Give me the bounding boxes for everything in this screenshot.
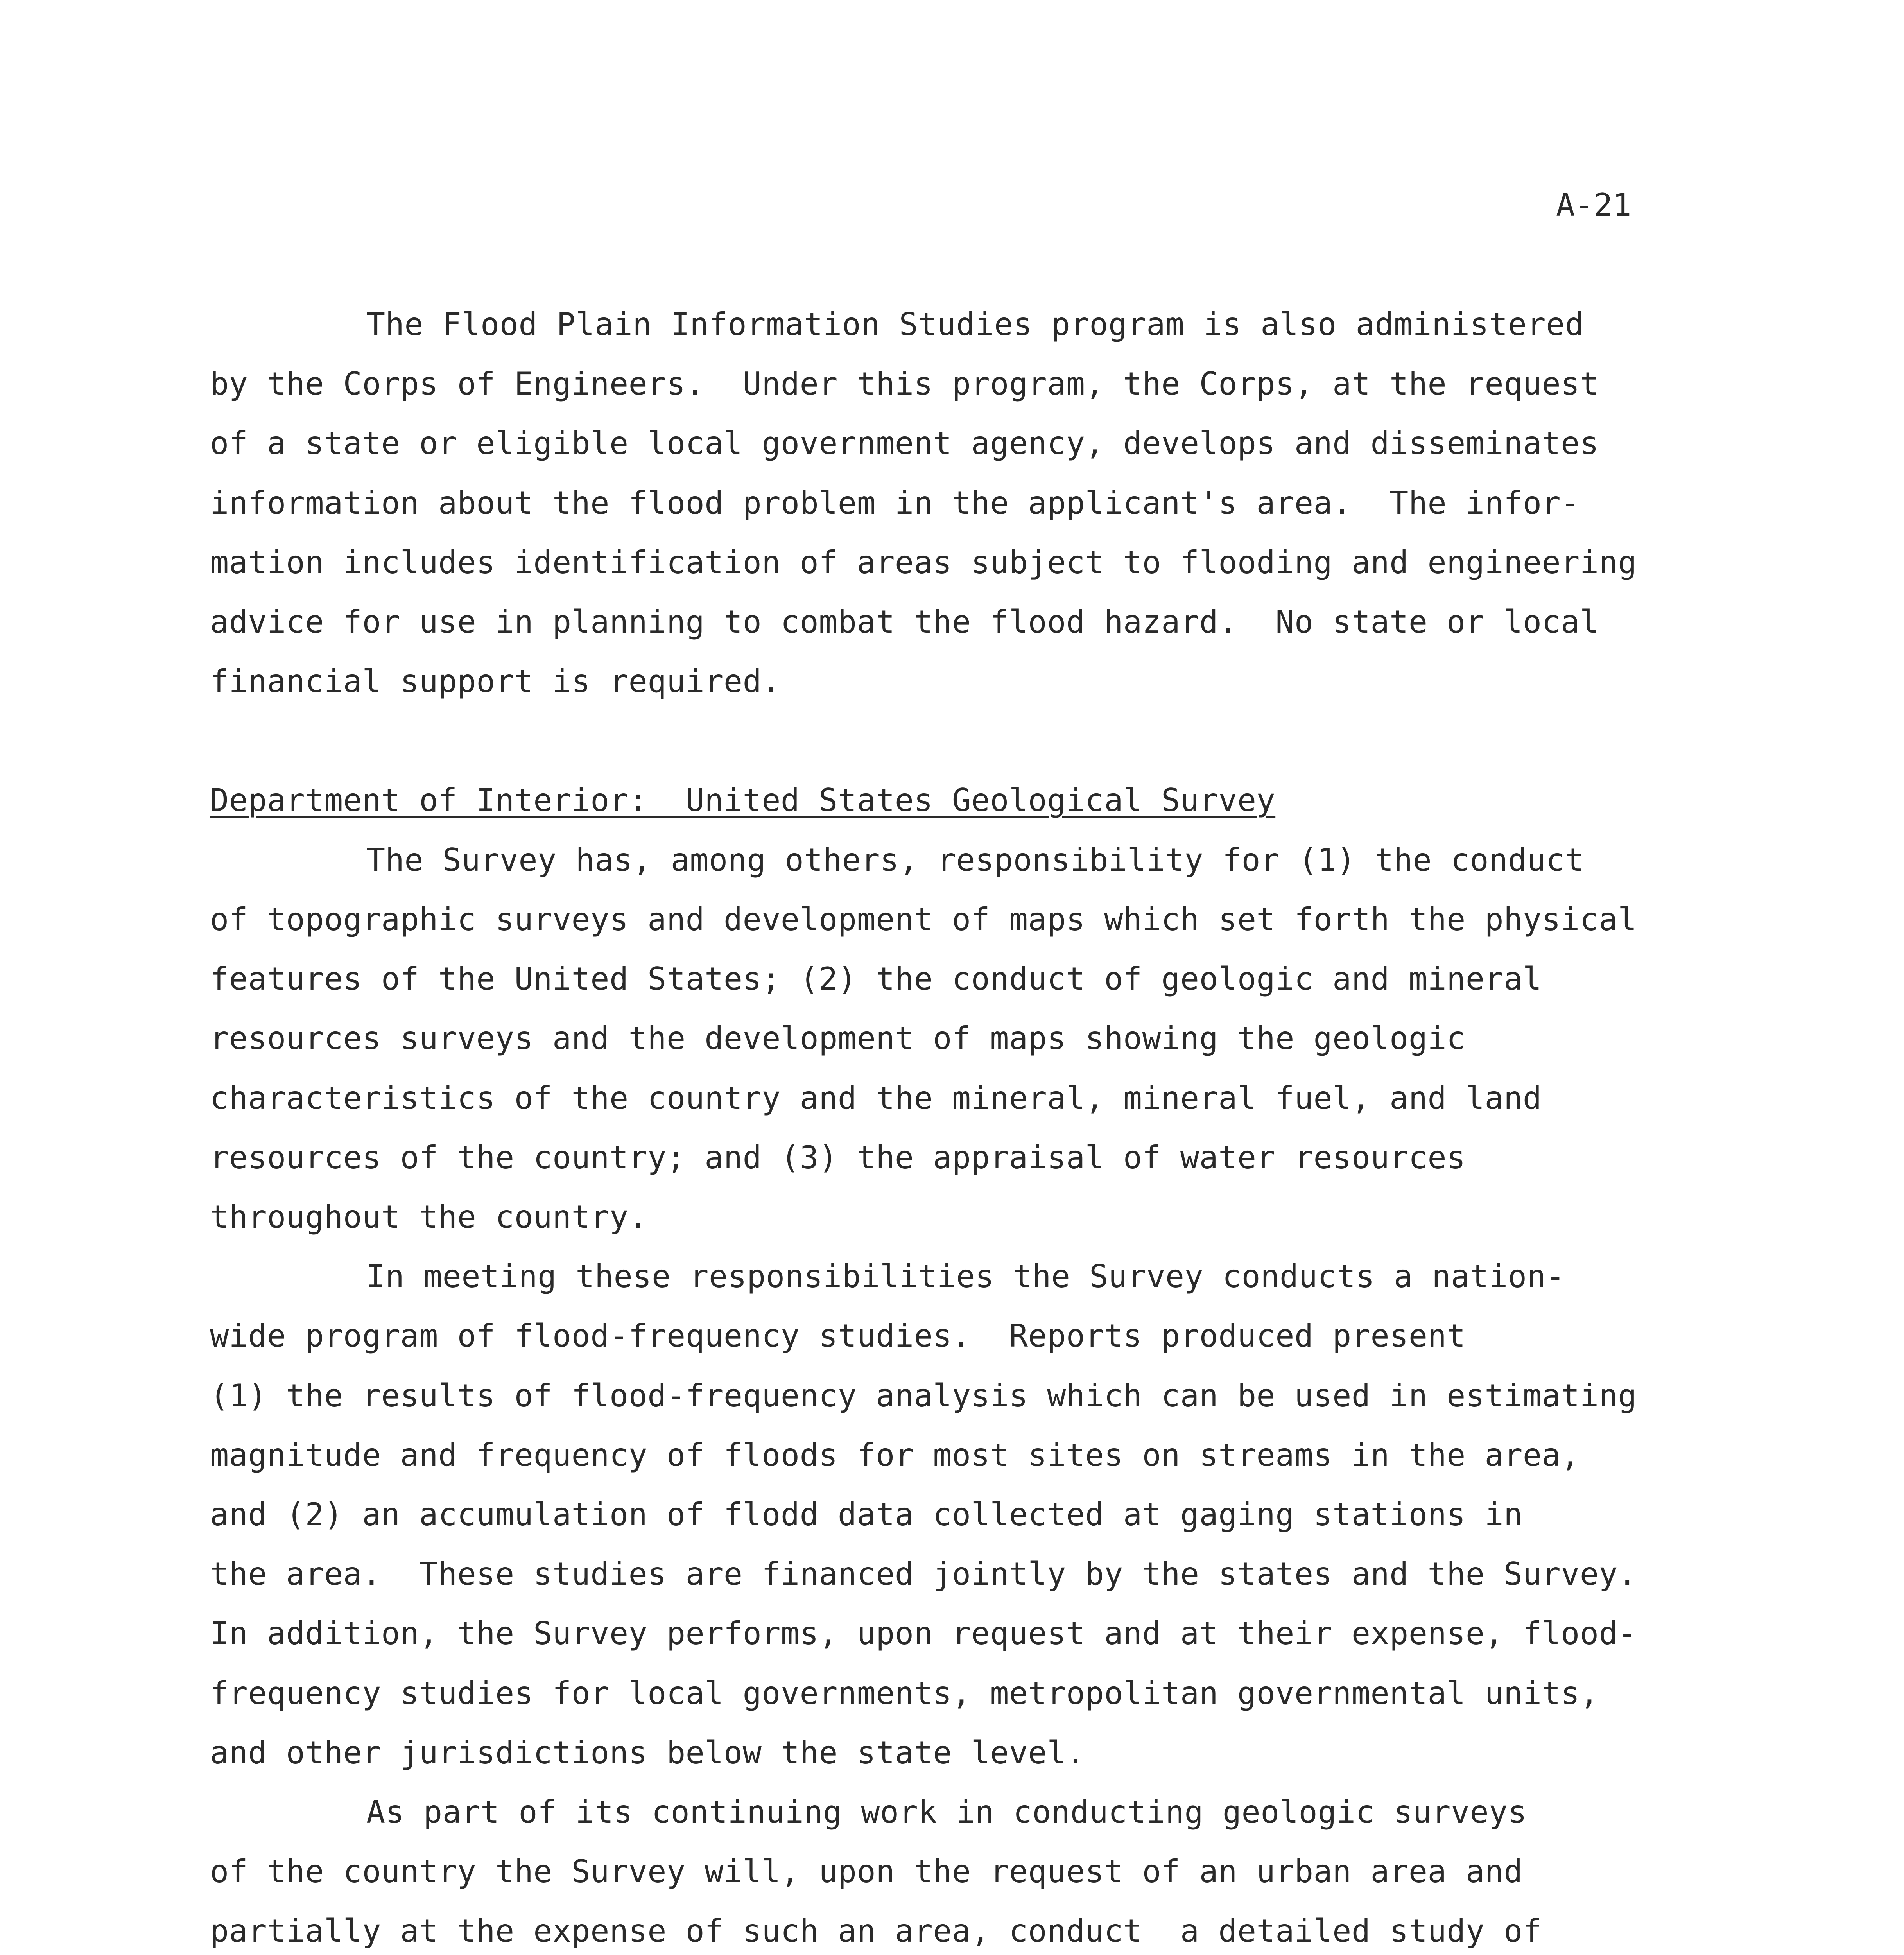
text-line: wide program of flood-frequency studies. Reports produced present [210, 1318, 1466, 1354]
text-line: features of the United States; (2) the conduct of geologic and mineral [210, 961, 1542, 997]
text-line: of a state or eligible local government agency, develops and disseminates [210, 425, 1599, 461]
section-heading: Department of Interior: United States Geological Survey [210, 782, 1276, 818]
text-line: throughout the country. [210, 1199, 648, 1235]
text-line: of the country the Survey will, upon the request of an urban area and [210, 1853, 1523, 1890]
text-line: The Survey has, among others, responsibility for (1) the conduct [366, 842, 1584, 878]
text-line: characteristics of the country and the mineral, mineral fuel, and land [210, 1080, 1542, 1116]
text-line: of topographic surveys and development of maps which set forth the physical [210, 901, 1637, 938]
text-line: The Flood Plain Information Studies program is also administered [366, 306, 1584, 343]
text-line: As part of its continuing work in conducting geologic surveys [366, 1794, 1527, 1830]
text-line: frequency studies for local governments, metropolitan governmental units, [210, 1675, 1599, 1711]
text-line: (1) the results of flood-frequency analysis which can be used in estimating [210, 1377, 1637, 1414]
text-line: financial support is required. [210, 663, 781, 699]
text-line: and (2) an accumulation of flodd data collected at gaging stations in [210, 1496, 1523, 1533]
page-number: A-21 [1556, 187, 1631, 223]
text-line: partially at the expense of such an area, conduct a detailed study of [210, 1913, 1542, 1949]
text-line: advice for use in planning to combat the flood hazard. No state or local [210, 604, 1599, 640]
text-line: resources surveys and the development of maps showing the geologic [210, 1020, 1466, 1056]
text-line: the area. These studies are financed jointly by the states and the Survey. [210, 1556, 1637, 1592]
text-line: information about the flood problem in the applicant's area. The infor- [210, 485, 1580, 521]
text-line: In meeting these responsibilities the Survey conducts a nation- [366, 1258, 1565, 1295]
text-line: by the Corps of Engineers. Under this program, the Corps, at the request [210, 366, 1599, 402]
text-line: and other jurisdictions below the state level. [210, 1734, 1085, 1771]
text-line: In addition, the Survey performs, upon request and at their expense, flood- [210, 1615, 1637, 1652]
text-line: magnitude and frequency of floods for most sites on streams in the area, [210, 1437, 1580, 1473]
text-line: mation includes identification of areas subject to flooding and engineering [210, 544, 1637, 581]
text-line: resources of the country; and (3) the appraisal of water resources [210, 1139, 1466, 1176]
